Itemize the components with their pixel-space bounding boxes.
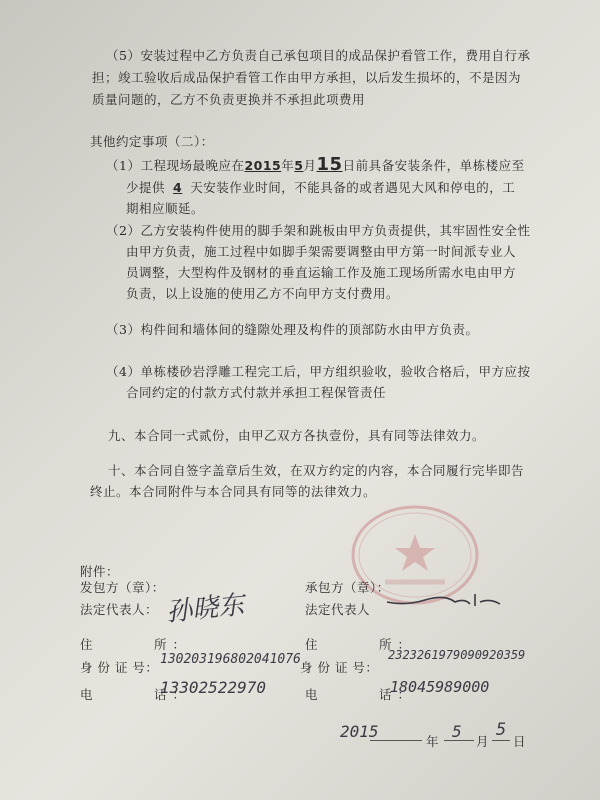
- party-b-rep-label: 法定代表人: [305, 602, 371, 617]
- party-b-id-value: 2323261979090920359: [388, 648, 526, 662]
- item1-line2: [126, 180, 515, 196]
- party-b-address-label: 住 所：: [305, 637, 417, 652]
- item1-line3: 期相应顺延。: [126, 201, 205, 216]
- party-a-address-label: 住 所：: [80, 637, 192, 652]
- clause5-line1: （5）安装过程中乙方负责自己承包项目的成品保护看管工作，费用自行承: [106, 48, 531, 63]
- item1-day: 15: [316, 154, 343, 175]
- item2-line1: （2）乙方安装构件使用的脚手架和跳板由甲方负责提供，其牢固性安全性: [106, 223, 531, 238]
- item1-year: 2015: [244, 158, 282, 173]
- clause-nine: 九、本合同一式贰份，由甲乙双方各执壹份，具有同等法律效力。: [108, 428, 486, 443]
- other-terms-title: 其他约定事项（二）：: [90, 134, 214, 149]
- date-day-label: 日: [513, 734, 527, 749]
- party-b-tel-label: 电 话：: [305, 687, 417, 702]
- party-b-id-label: 身 份 证 号：: [300, 660, 379, 675]
- clause5-line3: 质量问题的，乙方不负责更换并不承担此项费用: [92, 92, 366, 107]
- item1-text-c: 月: [303, 158, 317, 173]
- date-day-underline: [492, 740, 510, 741]
- item2-line2: 由甲方负责，施工过程中如脚手架需要调整由甲方第一时间派专业人: [126, 244, 517, 259]
- item1-text-e: 少提供: [126, 180, 166, 195]
- item1-text-f: 天安装作业时间，不能具备的或者遇见大风和停电的，工: [190, 180, 516, 195]
- date-year-value: 2015: [340, 722, 379, 741]
- item1-text-a: （1）工程现场最晚应在: [106, 158, 245, 173]
- date-year-underline: [370, 740, 422, 741]
- date-month-underline: [444, 740, 474, 741]
- party-a-rep-label: 法定代表人：: [80, 602, 159, 617]
- party-b-rep-signature-icon: [385, 590, 505, 610]
- party-a-rep-signature: 孙晓东: [164, 589, 246, 628]
- item1-month: 5: [294, 158, 304, 173]
- clause-ten-line1: 十、本合同自签字盖章后生效，在双方约定的内容，本合同履行完毕即告: [108, 463, 525, 478]
- item4-line2: 合同约定的付款方式付款并承担工程保管责任: [126, 385, 387, 400]
- item4-line1: （4）单栋楼砂岩浮雕工程完工后，甲方组织验收，验收合格后，甲方应按: [106, 364, 531, 379]
- party-a-id-label: 身 份 证 号：: [80, 660, 159, 675]
- date-year-label: 年: [426, 734, 440, 749]
- party-b-tel-value: 18045989000: [390, 678, 490, 696]
- date-month-label: 月: [476, 734, 490, 749]
- item1-line1: [106, 154, 525, 175]
- party-b-label: 承包方（章）：: [305, 580, 390, 595]
- party-a-id-value: 130203196802041076: [160, 652, 301, 667]
- item2-line4: 负责，以上设施的使用乙方不向甲方支付费用。: [126, 286, 400, 301]
- item1-days: 4: [173, 180, 183, 195]
- clause5-line2: 担；竣工验收后成品保护看管工作由甲方承担，以后发生损坏的，不是因为: [92, 70, 522, 85]
- party-a-tel-value: 13302522970: [160, 678, 266, 697]
- item3-line: （3）构件间和墙体间的缝隙处理及构件的顶部防水由甲方负责。: [106, 322, 479, 337]
- date-day-value: 5: [496, 720, 507, 740]
- item1-text-d: 日前具备安装条件，单栋楼应至: [342, 158, 525, 173]
- date-month-value: 5: [452, 722, 462, 741]
- item1-text-b: 年: [281, 158, 295, 173]
- item2-line3: 员调整，大型构件及钢材的垂直运输工作及施工现场所需水电由甲方: [126, 265, 517, 280]
- clause-ten-line2: 终止。本合同附件与本合同具有同等的法律效力。: [90, 484, 377, 499]
- party-a-tel-label: 电 话：: [80, 687, 192, 702]
- party-a-label: 发包方（章）：: [80, 580, 165, 595]
- attachment-label: 附件：: [80, 564, 120, 579]
